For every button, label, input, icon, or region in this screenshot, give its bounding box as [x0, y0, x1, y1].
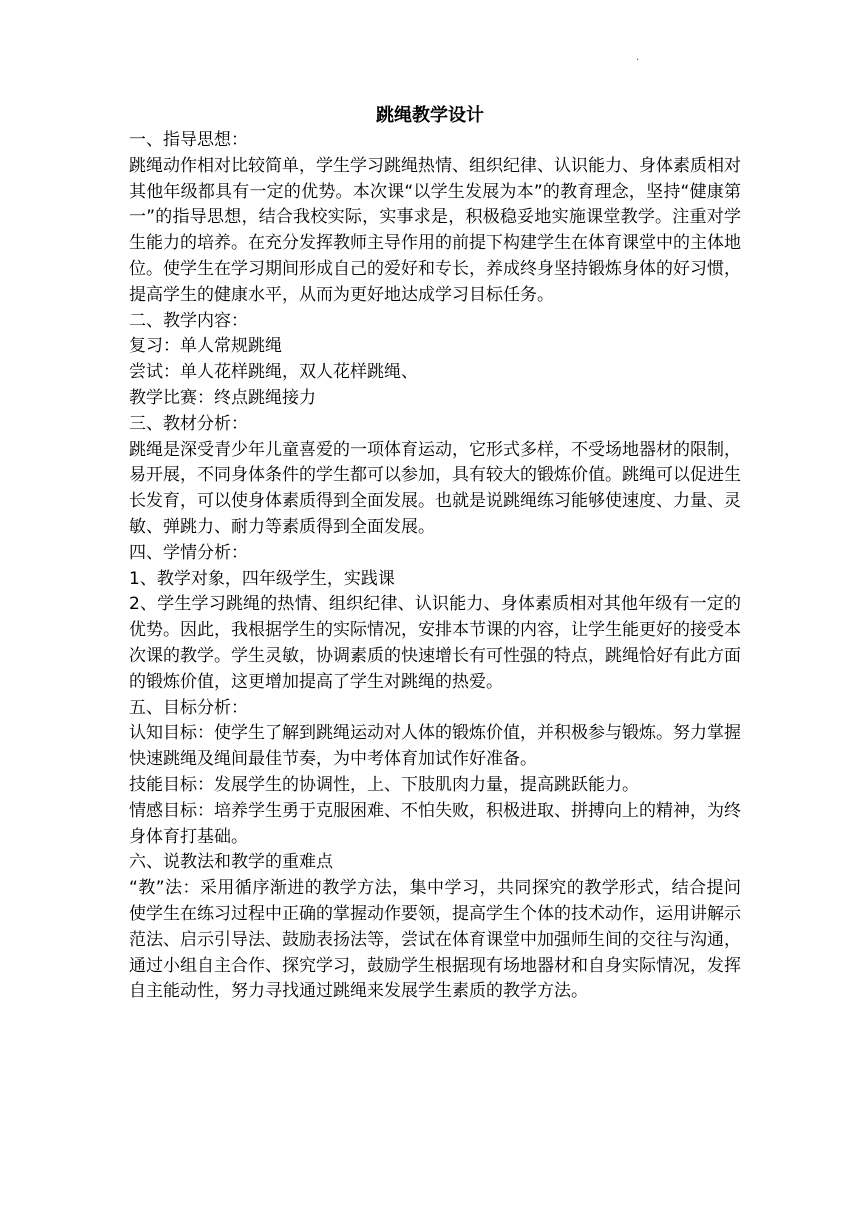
document-title: 跳绳教学设计	[376, 105, 484, 126]
heading-student-analysis: 四、学情分析：	[129, 542, 248, 563]
page-mark: .	[636, 52, 640, 63]
heading-material-analysis: 三、教材分析：	[129, 413, 248, 434]
paragraph-guiding-ideology: 跳绳动作相对比较简单，学生学习跳绳热情、组织纪律、认识能力、身体素质相对其他年级都具有一定的优势。本次课“以学生发展为本”的教育理念，坚持“健康第一”的指导思想，结合我校实际，实事求是，积极稳妥地实施课堂教学。注重对学生能力的培养。在充分发挥教师主导作用的前提下构建学生在体育课堂中的主体地位。使学生在学习期间形成自己的爱好和专长，养成终身坚持锻炼身体的好习惯，提高学生的健康水平，从而为更好地达成学习目标任务。	[129, 155, 741, 305]
paragraph-skill-goal: 技能目标：发展学生的协调性，上、下肢肌肉力量，提高跳跃能力。	[129, 774, 639, 795]
heading-teaching-method: 六、说教法和教学的重难点	[129, 852, 333, 873]
paragraph-cognitive-goal: 认知目标：使学生了解到跳绳运动对人体的锻炼价值，并积极参与锻炼。努力掌握快速跳绳及绳间最佳节奏，为中考体育加试作好准备。	[129, 723, 741, 770]
paragraph-student-analysis-1: 1、教学对象，四年级学生，实践课	[129, 568, 395, 589]
heading-guiding-ideology: 一、指导思想：	[129, 130, 248, 150]
paragraph-emotional-goal: 情感目标：培养学生勇于克服困难、不怕失败，积极进取、拼搏向上的精神，为终身体育打基础。	[129, 800, 741, 847]
paragraph-teaching-method: “教”法：采用循序渐进的教学方法，集中学习，共同探究的教学形式，结合提问使学生在练习过程中正确的掌握动作要领，提高学生个体的技术动作，运用讲解示范法、启示引导法、鼓励表扬法等，尝试在体育课堂中加强师生间的交往与沟通，通过小组自主合作、探究学习，鼓励学生根据现有场地器材和自身实际情况，发挥自主能动性，努力寻找通过跳绳来发展学生素质的教学方法。	[129, 878, 741, 1002]
paragraph-attempt: 尝试：单人花样跳绳，双人花样跳绳、	[129, 362, 418, 383]
heading-teaching-content: 二、教学内容：	[129, 310, 248, 331]
paragraph-student-analysis-2: 2、学生学习跳绳的热情、组织纪律、认识能力、身体素质相对其他年级有一定的优势。因此，我根据学生的实际情况，安排本节课的内容，让学生能更好的接受本次课的教学。学生灵敏，协调素质的快速增长有可性强的特点，跳绳恰好有此方面的锻炼价值，这更增加提高了学生对跳绳的热爱。	[129, 594, 741, 692]
paragraph-review: 复习：单人常规跳绳	[129, 336, 282, 357]
heading-goal-analysis: 五、目标分析：	[129, 697, 248, 718]
document-body	[129, 128, 741, 1005]
paragraph-material-analysis: 跳绳是深受青少年儿童喜爱的一项体育运动，它形式多样，不受场地器材的限制，易开展，不同身体条件的学生都可以参加，具有较大的锻炼价值。跳绳可以促进生长发育，可以使身体素质得到全面发展。也就是说跳绳练习能够使速度、力量、灵敏、弹跳力、耐力等素质得到全面发展。	[129, 439, 741, 537]
paragraph-competition: 教学比赛：终点跳绳接力	[129, 387, 316, 408]
